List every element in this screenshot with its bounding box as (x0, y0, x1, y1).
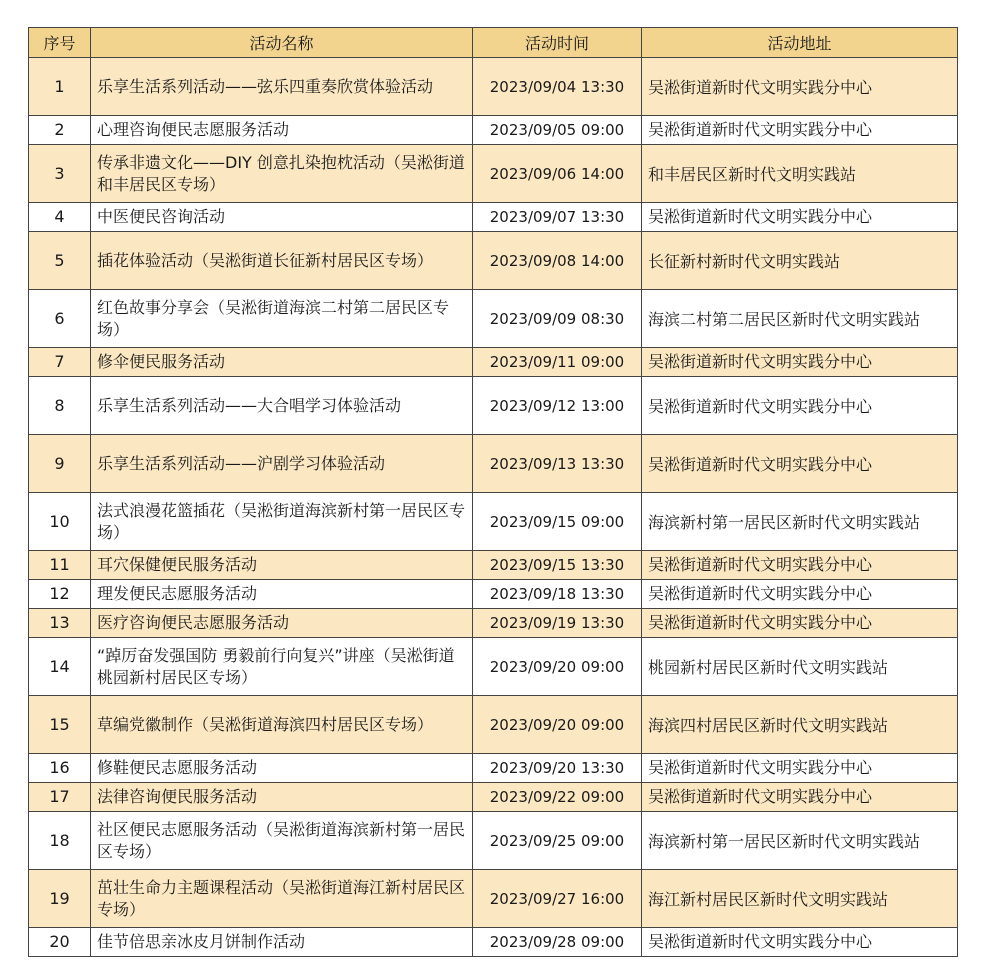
row-no: 14 (29, 638, 91, 696)
row-no: 13 (29, 609, 91, 638)
activity-name: 中医便民咨询活动 (91, 203, 473, 232)
activity-name: 茁壮生命力主题课程活动（吴淞街道海江新村居民区专场） (91, 870, 473, 928)
table-row (29, 928, 958, 957)
activity-name: 医疗咨询便民志愿服务活动 (91, 609, 473, 638)
activity-time: 2023/09/25 09:00 (473, 812, 642, 870)
activity-time: 2023/09/09 08:30 (473, 290, 642, 348)
header-name: 活动名称 (91, 28, 473, 58)
activity-time: 2023/09/07 13:30 (473, 203, 642, 232)
activity-location: 海江新村居民区新时代文明实践站 (642, 870, 958, 928)
activity-location: 吴淞街道新时代文明实践分中心 (642, 348, 958, 377)
activity-time: 2023/09/04 13:30 (473, 58, 642, 116)
activity-time: 2023/09/11 09:00 (473, 348, 642, 377)
table-row (29, 580, 958, 609)
table-row (29, 870, 958, 928)
header-no: 序号 (29, 28, 91, 58)
row-no: 7 (29, 348, 91, 377)
table-row (29, 348, 958, 377)
activity-location: 吴淞街道新时代文明实践分中心 (642, 609, 958, 638)
table-row (29, 232, 958, 290)
activity-name: 乐享生活系列活动——弦乐四重奏欣赏体验活动 (91, 58, 473, 116)
row-no: 19 (29, 870, 91, 928)
row-no: 9 (29, 435, 91, 493)
activity-name: “踔厉奋发强国防 勇毅前行向复兴”讲座（吴淞街道桃园新村居民区专场） (91, 638, 473, 696)
table-header (29, 28, 958, 58)
activity-name: 红色故事分享会（吴淞街道海滨二村第二居民区专场） (91, 290, 473, 348)
activity-location: 长征新村新时代文明实践站 (642, 232, 958, 290)
activity-name: 草编党徽制作（吴淞街道海滨四村居民区专场） (91, 696, 473, 754)
activity-time: 2023/09/18 13:30 (473, 580, 642, 609)
table-row (29, 609, 958, 638)
table-row (29, 551, 958, 580)
activity-location: 吴淞街道新时代文明实践分中心 (642, 203, 958, 232)
activity-location: 和丰居民区新时代文明实践站 (642, 145, 958, 203)
row-no: 17 (29, 783, 91, 812)
table-row (29, 638, 958, 696)
activity-name: 法律咨询便民服务活动 (91, 783, 473, 812)
activity-location: 吴淞街道新时代文明实践分中心 (642, 116, 958, 145)
activity-schedule-table (28, 27, 958, 957)
header-time: 活动时间 (473, 28, 642, 58)
activity-time: 2023/09/06 14:00 (473, 145, 642, 203)
activity-time: 2023/09/05 09:00 (473, 116, 642, 145)
activity-time: 2023/09/20 09:00 (473, 696, 642, 754)
table-row (29, 493, 958, 551)
row-no: 15 (29, 696, 91, 754)
activity-time: 2023/09/15 13:30 (473, 551, 642, 580)
row-no: 16 (29, 754, 91, 783)
activity-time: 2023/09/20 09:00 (473, 638, 642, 696)
row-no: 18 (29, 812, 91, 870)
activity-location: 吴淞街道新时代文明实践分中心 (642, 58, 958, 116)
activity-location: 吴淞街道新时代文明实践分中心 (642, 435, 958, 493)
activity-name: 理发便民志愿服务活动 (91, 580, 473, 609)
activity-name: 佳节倍思亲冰皮月饼制作活动 (91, 928, 473, 957)
header-location: 活动地址 (642, 28, 958, 58)
row-no: 1 (29, 58, 91, 116)
activity-location: 吴淞街道新时代文明实践分中心 (642, 551, 958, 580)
activity-time: 2023/09/20 13:30 (473, 754, 642, 783)
table-row (29, 696, 958, 754)
row-no: 11 (29, 551, 91, 580)
activity-location: 海滨新村第一居民区新时代文明实践站 (642, 493, 958, 551)
activity-time: 2023/09/12 13:00 (473, 377, 642, 435)
row-no: 10 (29, 493, 91, 551)
activity-name: 修伞便民服务活动 (91, 348, 473, 377)
row-no: 4 (29, 203, 91, 232)
activity-time: 2023/09/19 13:30 (473, 609, 642, 638)
header-row (29, 28, 958, 58)
row-no: 6 (29, 290, 91, 348)
activity-time: 2023/09/28 09:00 (473, 928, 642, 957)
activity-location: 海滨新村第一居民区新时代文明实践站 (642, 812, 958, 870)
row-no: 20 (29, 928, 91, 957)
table-row (29, 290, 958, 348)
activity-name: 插花体验活动（吴淞街道长征新村居民区专场） (91, 232, 473, 290)
activity-location: 桃园新村居民区新时代文明实践站 (642, 638, 958, 696)
activity-time: 2023/09/22 09:00 (473, 783, 642, 812)
activity-location: 吴淞街道新时代文明实践分中心 (642, 754, 958, 783)
table-row (29, 377, 958, 435)
activity-location: 吴淞街道新时代文明实践分中心 (642, 580, 958, 609)
row-no: 5 (29, 232, 91, 290)
activity-time: 2023/09/15 09:00 (473, 493, 642, 551)
row-no: 2 (29, 116, 91, 145)
table-row (29, 754, 958, 783)
activity-name: 法式浪漫花篮插花（吴淞街道海滨新村第一居民区专场） (91, 493, 473, 551)
activity-location: 吴淞街道新时代文明实践分中心 (642, 783, 958, 812)
activity-name: 心理咨询便民志愿服务活动 (91, 116, 473, 145)
table-row (29, 812, 958, 870)
row-no: 12 (29, 580, 91, 609)
table-row (29, 116, 958, 145)
activity-location: 海滨二村第二居民区新时代文明实践站 (642, 290, 958, 348)
activity-name: 乐享生活系列活动——沪剧学习体验活动 (91, 435, 473, 493)
activity-location: 吴淞街道新时代文明实践分中心 (642, 928, 958, 957)
row-no: 3 (29, 145, 91, 203)
table-row (29, 58, 958, 116)
activity-name: 修鞋便民志愿服务活动 (91, 754, 473, 783)
activity-time: 2023/09/13 13:30 (473, 435, 642, 493)
table-row (29, 435, 958, 493)
table-row (29, 783, 958, 812)
activity-name: 耳穴保健便民服务活动 (91, 551, 473, 580)
activity-name: 社区便民志愿服务活动（吴淞街道海滨新村第一居民区专场） (91, 812, 473, 870)
activity-time: 2023/09/27 16:00 (473, 870, 642, 928)
table-row (29, 145, 958, 203)
table-row (29, 203, 958, 232)
activity-name: 乐享生活系列活动——大合唱学习体验活动 (91, 377, 473, 435)
activity-location: 吴淞街道新时代文明实践分中心 (642, 377, 958, 435)
row-no: 8 (29, 377, 91, 435)
activity-location: 海滨四村居民区新时代文明实践站 (642, 696, 958, 754)
activity-time: 2023/09/08 14:00 (473, 232, 642, 290)
table-body (29, 58, 958, 957)
activity-name: 传承非遗文化——DIY 创意扎染抱枕活动（吴淞街道和丰居民区专场） (91, 145, 473, 203)
